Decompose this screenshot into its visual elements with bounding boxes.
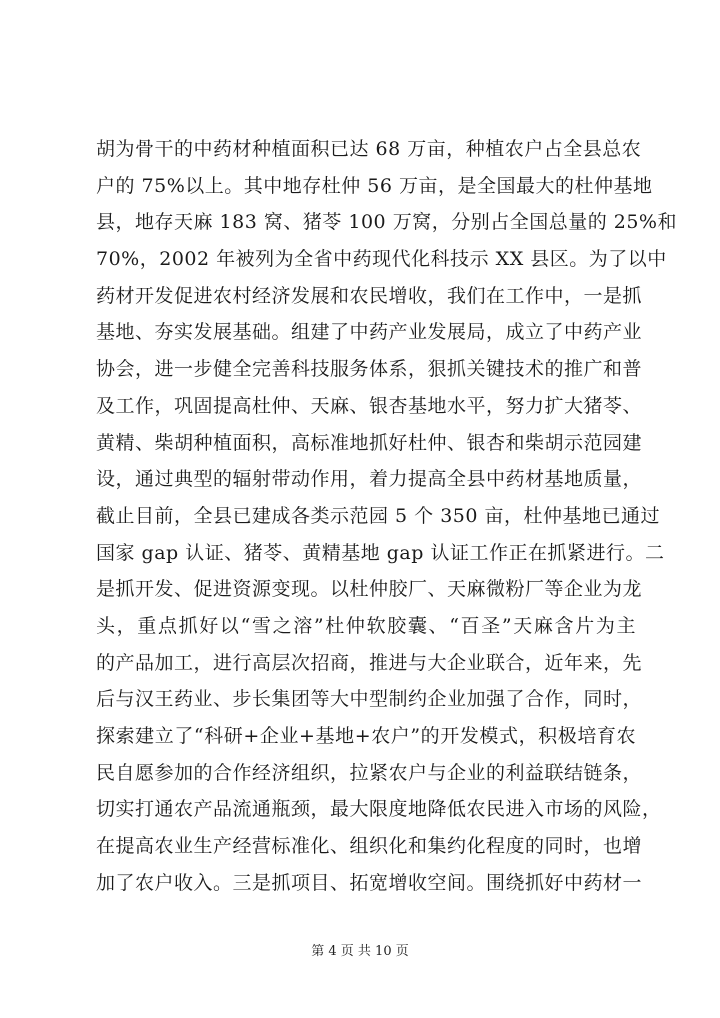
text-line: 后与汉王药业、步长集团等大中型制约企业加强了合作，同时， [96, 688, 643, 711]
text-line: 黄精、柴胡种植面积，高标准地抓好杜仲、银杏和柴胡示范园建 [96, 431, 643, 454]
text-line: 切实打通农产品流通瓶颈，最大限度地降低农民进入市场的风险， [96, 798, 662, 821]
text-line: 基地、夯实发展基础。组建了中药产业发展局，成立了中药产业 [96, 321, 643, 344]
text-line: 设，通过典型的辐射带动作用，着力提高全县中药材基地质量， [96, 468, 643, 491]
text-line: 加了农户收入。三是抓项目、拓宽增收空间。围绕抓好中药材一 [96, 871, 643, 894]
text-line: 是抓开发、促进资源变现。以杜仲胶厂、天麻微粉厂等企业为龙 [96, 578, 643, 601]
body-text [96, 131, 677, 901]
text-line: 头，重点抓好以“雪之溶”杜仲软胶囊、“百圣”天麻含片为主 [96, 614, 636, 637]
page-footer: 第 4 页 共 10 页 [311, 944, 409, 959]
text-line: 县，地存天麻 183 窝、猪苓 100 万窝，分别占全国总量的 25%和 [96, 211, 677, 234]
text-line: 协会，进一步健全完善科技服务体系，狠抓关键技术的推广和普 [96, 358, 643, 381]
text-line: 户的 75%以上。其中地存杜仲 56 万亩，是全国最大的杜仲基地 [96, 174, 653, 197]
text-line: 国家 gap 认证、猪苓、黄精基地 gap 认证工作正在抓紧进行。二 [96, 541, 665, 564]
text-line: 70%，2002 年被列为全省中药现代化科技示 XX 县区。为了以中 [96, 248, 667, 271]
text-line: 及工作，巩固提高杜仲、天麻、银杏基地水平，努力扩大猪苓、 [96, 394, 643, 417]
text-line: 的产品加工，进行高层次招商，推进与大企业联合，近年来，先 [96, 651, 643, 674]
text-line: 胡为骨干的中药材种植面积已达 68 万亩，种植农户占全县总农 [96, 138, 642, 160]
text-line: 在提高农业生产经营标准化、组织化和集约化程度的同时，也增 [96, 835, 643, 858]
text-line: 民自愿参加的合作经济组织，拉紧农户与企业的利益联结链条， [96, 761, 643, 784]
text-line: 探索建立了“科研+企业+基地+农户”的开发模式，积极培育农 [96, 725, 636, 747]
text-line: 截止目前，全县已建成各类示范园 5 个 350 亩，杜仲基地已通过 [96, 504, 661, 527]
text-line: 药材开发促进农村经济发展和农民增收，我们在工作中，一是抓 [96, 284, 643, 307]
